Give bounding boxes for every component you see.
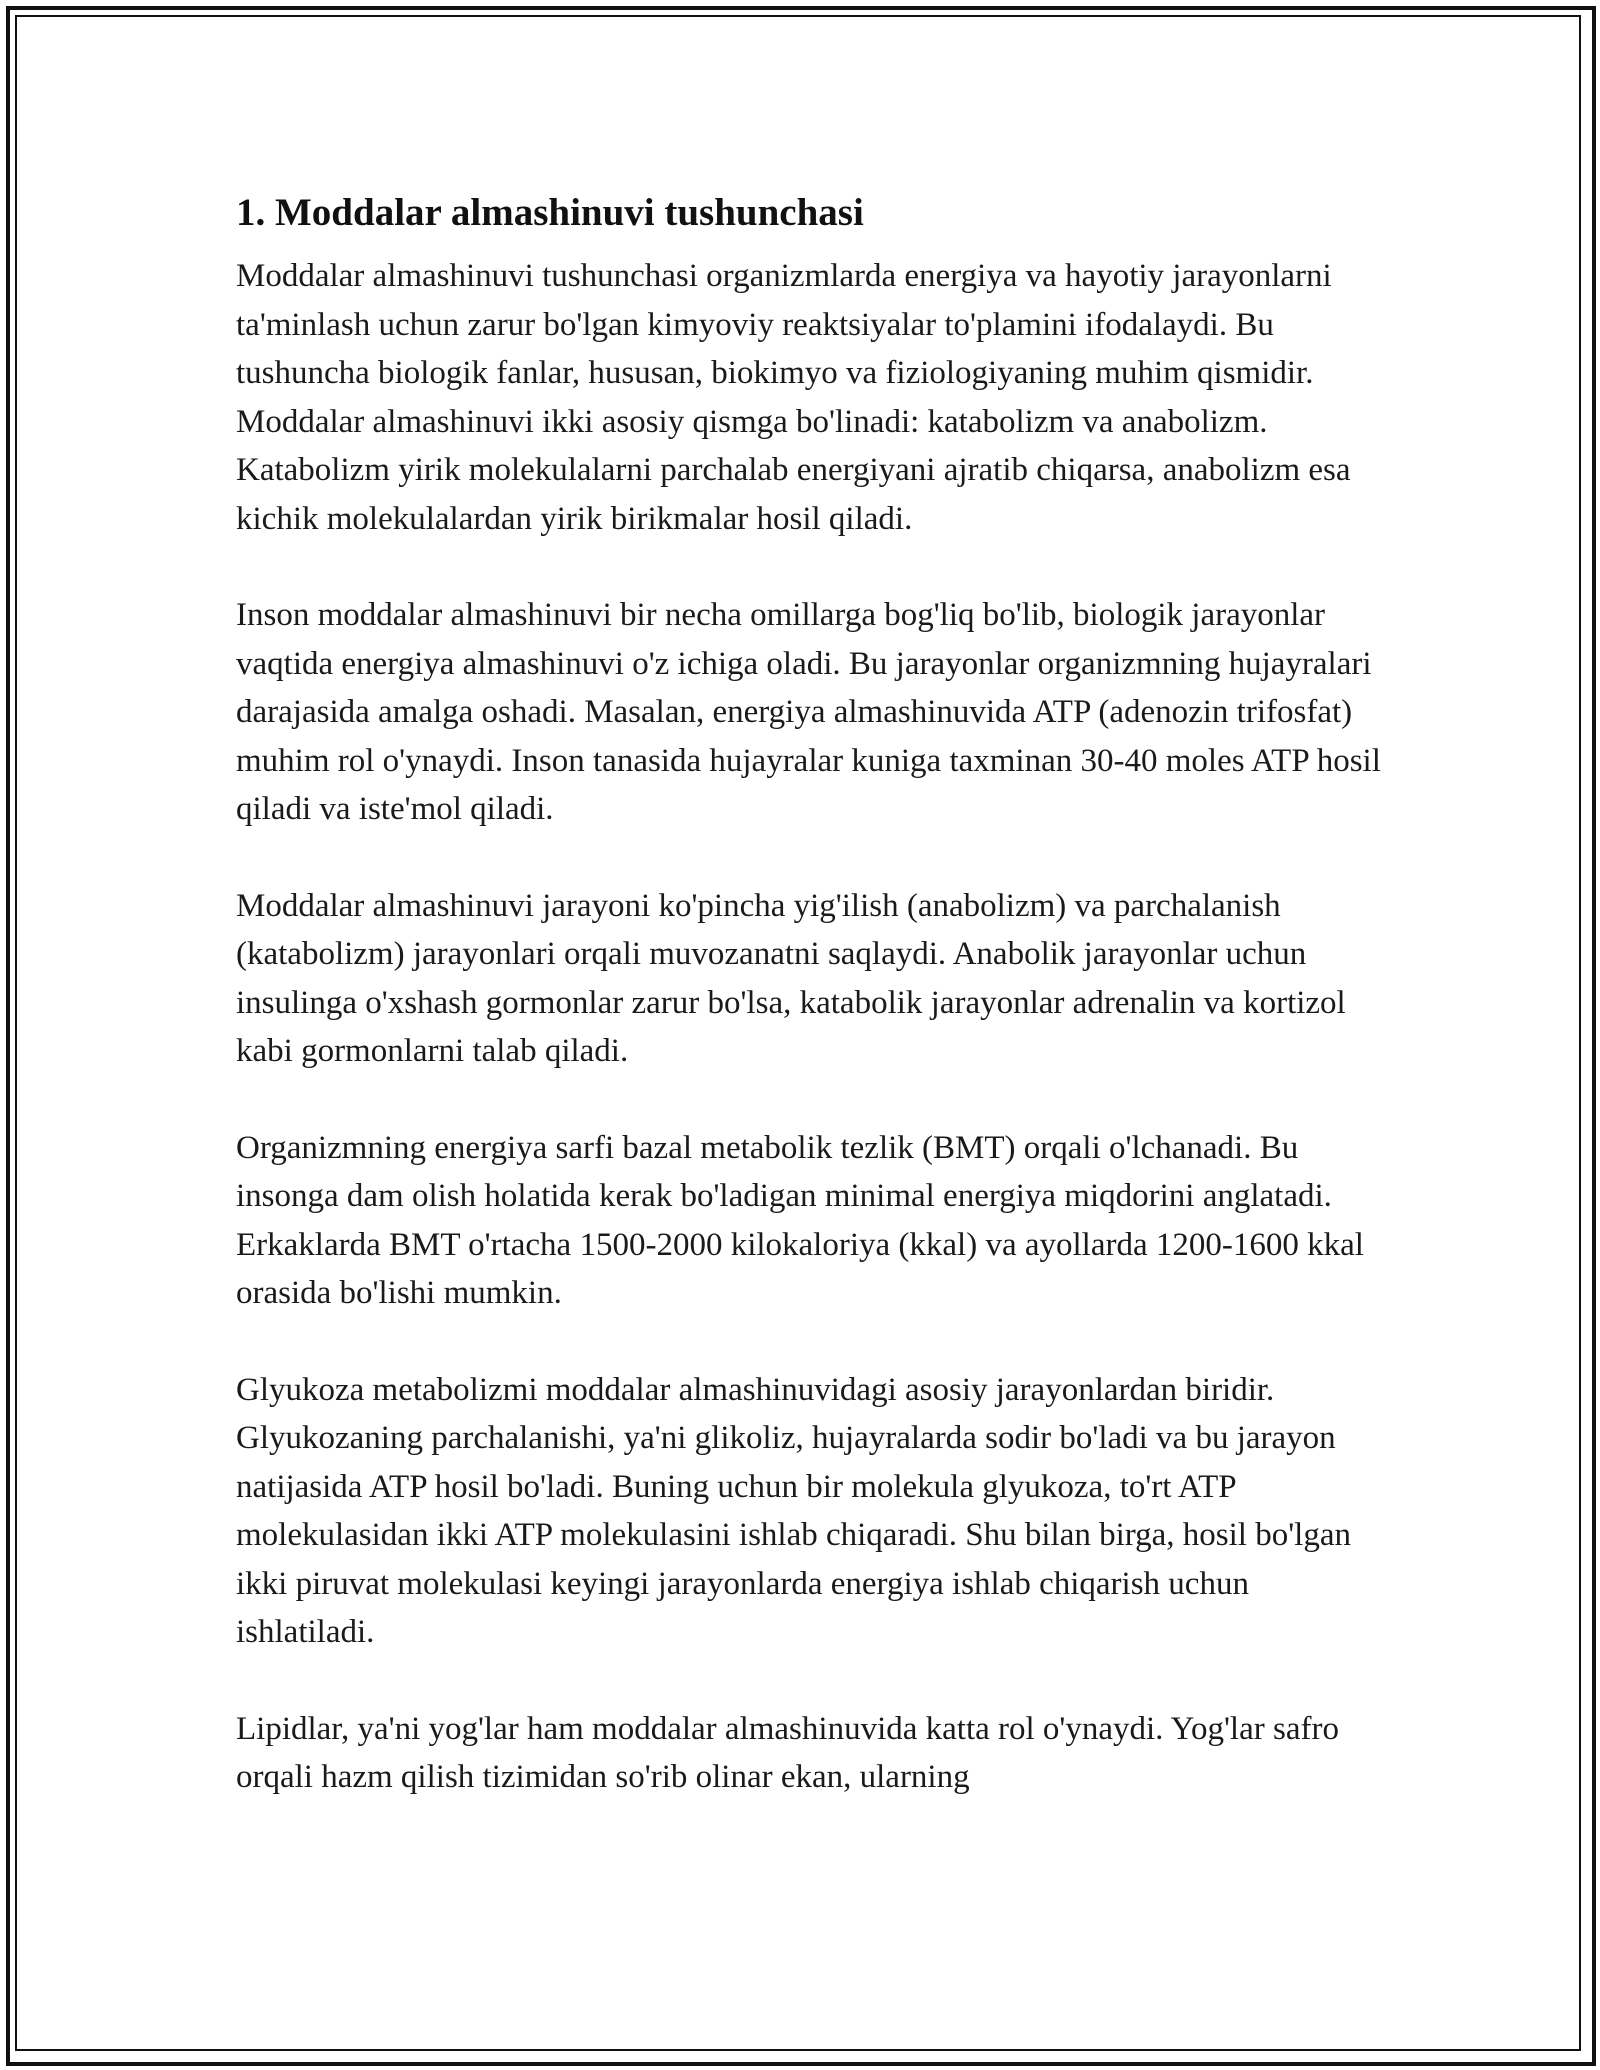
section-heading: 1. Moddalar almashinuvi tushunchasi [236, 191, 864, 234]
document-body [236, 186, 1386, 1802]
paragraph-6: Lipidlar, ya'ni yog'lar ham moddalar almashinuvida katta rol o'ynaydi. Yog'lar safro orqali hazm qilish tizimidan so'rib olinar ekan, ularning [236, 1710, 1339, 1795]
paragraph-3: Moddalar almashinuvi jarayoni ko'pincha yig'ilish (anabolizm) va parchalanish (katabolizm) jarayonlari orqali muvozanatni saqlaydi. Anabolik jarayonlar uchun insulinga o'xshash gormonlar zarur bo'lsa, katabolik jarayonlar adrenalin va kortizol kabi gormonlarni talab qiladi. [236, 887, 1346, 1069]
paragraph-4: Organizmning energiya sarfi bazal metabolik tezlik (BMT) orqali o'lchanadi. Bu insonga dam olish holatida kerak bo'ladigan minimal energiya miqdorini anglatadi. Erkaklarda BMT o'rtacha 1500-2000 kilokaloriya (kkal) va ayollarda 1200-1600 kkal orasida bo'lishi mumkin. [236, 1129, 1364, 1311]
paragraph-2: Inson moddalar almashinuvi bir necha omillarga bog'liq bo'lib, biologik jarayonlar vaqtida energiya almashinuvi o'z ichiga oladi. Bu jarayonlar organizmning hujayralari darajasida amalga oshadi. Masalan, energiya almashinuvida ATP (adenozin trifosfat) muhim rol o'ynaydi. Inson tanasida hujayralar kuniga taxminan 30-40 moles ATP hosil qiladi va iste'mol qiladi. [236, 597, 1381, 827]
paragraph-5: Glyukoza metabolizmi moddalar almashinuvidagi asosiy jarayonlardan biridir. Glyukozaning parchalanishi, ya'ni glikoliz, hujayralarda sodir bo'ladi va bu jarayon natijasida ATP hosil bo'ladi. Buning uchun bir molekula glyukoza, to'rt ATP molekulasidan ikki ATP molekulasini ishlab chiqaradi. Shu bilan birga, hosil bo'lgan ikki piruvat molekulasi keyingi jarayonlarda energiya ishlab chiqarish uchun ishlatiladi. [236, 1371, 1351, 1650]
paragraph-1: Moddalar almashinuvi tushunchasi organizmlarda energiya va hayotiy jarayonlarni ta'minlash uchun zarur bo'lgan kimyoviy reaktsiyalar to'plamini ifodalaydi. Bu tushuncha biologik fanlar, hususan, biokimyo va fiziologiyaning muhim qismidir. Moddalar almashinuvi ikki asosiy qismga bo'linadi: katabolizm va anabolizm. Katabolizm yirik molekulalarni parchalab energiyani ajratib chiqarsa, anabolizm esa kichik molekulalardan yirik birikmalar hosil qiladi. [236, 258, 1351, 537]
